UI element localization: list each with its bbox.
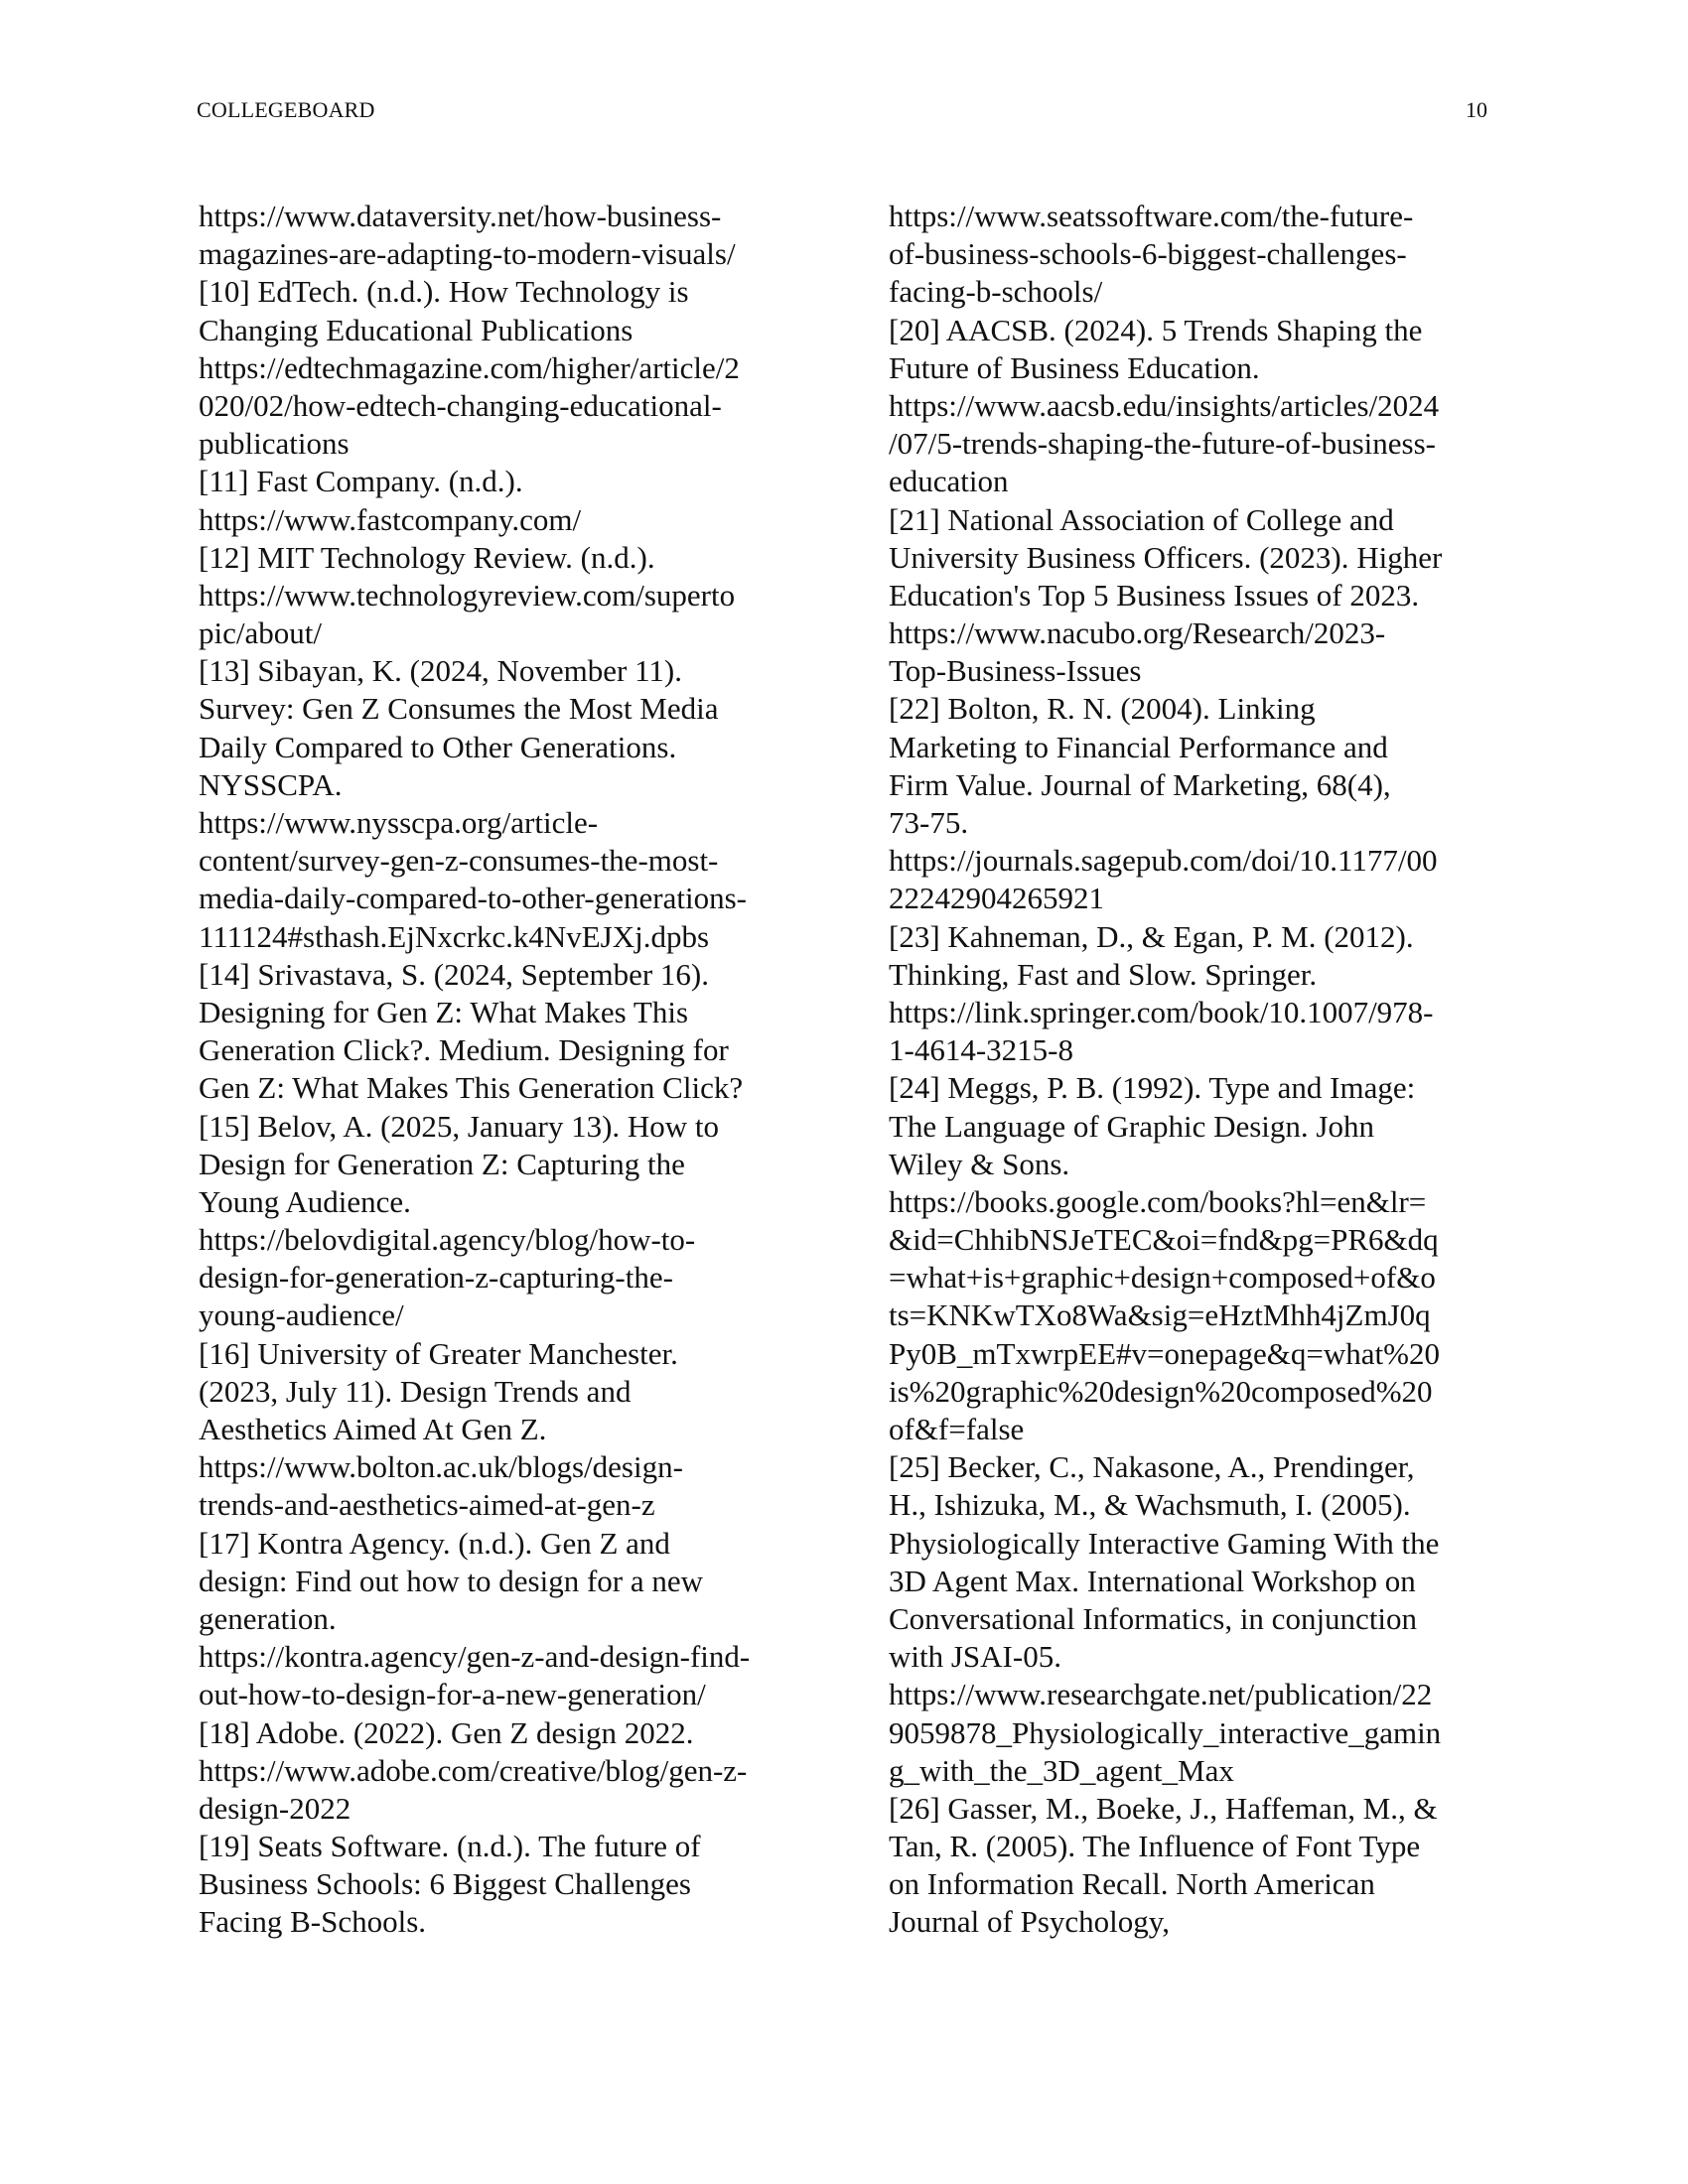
reference-line: Gen Z: What Makes This Generation Click? — [199, 1070, 744, 1106]
reference-line: design: Find out how to design for a new — [199, 1563, 704, 1598]
reference-line: design-2022 — [199, 1790, 352, 1826]
reference-line: https://www.nacubo.org/Research/2023- — [889, 615, 1386, 651]
reference-line: [16] University of Greater Manchester. — [199, 1335, 678, 1371]
reference-line: [20] AACSB. (2024). 5 Trends Shaping the — [889, 312, 1423, 347]
reference-line: Wiley & Sons. — [889, 1146, 1070, 1181]
reference-column-left — [199, 198, 814, 1942]
reference-line: https://belovdigital.agency/blog/how-to- — [199, 1222, 696, 1258]
reference-column-right — [889, 198, 1504, 1942]
reference-line: Physiologically Interactive Gaming With the — [889, 1525, 1440, 1561]
reference-line: https://www.technologyreview.com/superto — [199, 577, 736, 613]
reference-line: trends-and-aesthetics-aimed-at-gen-z — [199, 1487, 655, 1523]
reference-line: Generation Click?. Medium. Designing for — [199, 1032, 729, 1068]
reference-line: Marketing to Financial Performance and — [889, 729, 1388, 764]
reference-line: Aesthetics Aimed At Gen Z. — [199, 1412, 547, 1446]
reference-line: https://journals.sagepub.com/doi/10.1177/00 — [889, 843, 1438, 879]
reference-line: Business Schools: 6 Biggest Challenges — [199, 1866, 691, 1902]
reference-line: https://www.nysscpa.org/article- — [199, 805, 599, 840]
reference-line: https://www.bolton.ac.uk/blogs/design- — [199, 1449, 683, 1485]
reference-line: [17] Kontra Agency. (n.d.). Gen Z and — [199, 1525, 670, 1561]
reference-line: Journal of Psychology, — [889, 1904, 1170, 1940]
reference-line: [25] Becker, C., Nakasone, A., Prendinger, — [889, 1449, 1415, 1485]
reference-line: Survey: Gen Z Consumes the Most Media — [199, 691, 719, 727]
reference-line: out-how-to-design-for-a-new-generation/ — [199, 1677, 706, 1712]
reference-line: of&f=false — [889, 1412, 1025, 1446]
reference-line: [11] Fast Company. (n.d.). — [199, 464, 523, 499]
reference-line: https://link.springer.com/book/10.1007/978- — [889, 994, 1434, 1029]
reference-line: https://www.seatssoftware.com/the-future- — [889, 199, 1414, 233]
reference-line: ts=KNKwTXo8Wa&sig=eHztMhh4jZmJ0q — [889, 1297, 1431, 1333]
page-number: 10 — [1466, 97, 1487, 122]
reference-line: [10] EdTech. (n.d.). How Technology is — [199, 274, 689, 310]
reference-line: [12] MIT Technology Review. (n.d.). — [199, 539, 655, 575]
reference-line: [18] Adobe. (2022). Gen Z design 2022. — [199, 1714, 694, 1750]
reference-line: (2023, July 11). Design Trends and — [199, 1373, 632, 1409]
reference-line: publications — [199, 426, 350, 462]
reference-line: https://www.fastcompany.com/ — [199, 501, 582, 537]
reference-line: [19] Seats Software. (n.d.). The future of — [199, 1829, 701, 1864]
reference-line: with JSAI-05. — [889, 1639, 1061, 1675]
reference-line: 1-4614-3215-8 — [889, 1032, 1073, 1068]
reference-line: [22] Bolton, R. N. (2004). Linking — [889, 691, 1316, 727]
reference-line: [23] Kahneman, D., & Egan, P. M. (2012). — [889, 918, 1414, 954]
reference-line: pic/about/ — [199, 615, 322, 651]
reference-line: https://kontra.agency/gen-z-and-design-find- — [199, 1639, 751, 1675]
reference-line: Design for Generation Z: Capturing the — [199, 1146, 685, 1181]
reference-line: [21] National Association of College and — [889, 501, 1394, 537]
reference-line: Top-Business-Issues — [889, 653, 1142, 689]
reference-line: [13] Sibayan, K. (2024, November 11). — [199, 653, 682, 689]
reference-line: 3D Agent Max. International Workshop on — [889, 1563, 1416, 1598]
reference-line: education — [889, 464, 1009, 499]
reference-line: design-for-generation-z-capturing-the- — [199, 1260, 673, 1296]
reference-line: facing-b-schools/ — [889, 274, 1103, 310]
reference-line: generation. — [199, 1600, 337, 1636]
reference-line: 020/02/how-edtech-changing-educational- — [199, 387, 722, 423]
reference-line: 22242904265921 — [889, 881, 1104, 916]
reference-line: NYSSCPA. — [199, 766, 343, 802]
reference-line: https://www.adobe.com/creative/blog/gen-z- — [199, 1752, 748, 1788]
reference-line: 111124#sthash.EjNxcrkc.k4NvEJXj.dpbs — [199, 918, 710, 954]
reference-line: [26] Gasser, M., Boeke, J., Haffeman, M., & — [889, 1790, 1438, 1826]
reference-line: Facing B-Schools. — [199, 1904, 427, 1940]
reference-line: on Information Recall. North American — [889, 1866, 1375, 1902]
reference-line: Thinking, Fast and Slow. Springer. — [889, 956, 1318, 992]
reference-line: [24] Meggs, P. B. (1992). Type and Image: — [889, 1070, 1416, 1106]
running-head: COLLEGEBOARD — [197, 97, 375, 122]
reference-line: is%20graphic%20design%20composed%20 — [889, 1373, 1433, 1409]
reference-line: Designing for Gen Z: What Makes This — [199, 994, 689, 1029]
reference-line: Py0B_mTxwrpEE#v=onepage&q=what%20 — [889, 1335, 1440, 1371]
reference-line: The Language of Graphic Design. John — [889, 1108, 1374, 1144]
reference-line: /07/5-trends-shaping-the-future-of-business- — [889, 426, 1436, 462]
reference-line: https://books.google.com/books?hl=en&lr= — [889, 1183, 1427, 1219]
reference-line: [15] Belov, A. (2025, January 13). How to — [199, 1108, 720, 1144]
reference-line: Tan, R. (2005). The Influence of Font Type — [889, 1829, 1421, 1864]
reference-line: Education's Top 5 Business Issues of 2023. — [889, 577, 1420, 613]
reference-line: young-audience/ — [199, 1297, 404, 1333]
reference-line: Young Audience. — [199, 1183, 411, 1219]
reference-line: =what+is+graphic+design+composed+of&o — [889, 1260, 1436, 1296]
reference-line: Conversational Informatics, in conjunction — [889, 1600, 1418, 1636]
reference-line: Changing Educational Publications — [199, 312, 633, 347]
reference-line: 73-75. — [889, 805, 969, 840]
reference-line: Future of Business Education. — [889, 349, 1260, 385]
reference-line: [14] Srivastava, S. (2024, September 16). — [199, 956, 709, 992]
reference-line: content/survey-gen-z-consumes-the-most- — [199, 843, 719, 879]
reference-line: &id=ChhibNSJeTEC&oi=fnd&pg=PR6&dq — [889, 1222, 1439, 1258]
reference-line: https://www.researchgate.net/publication/22 — [889, 1677, 1433, 1712]
reference-line: g_with_the_3D_agent_Max — [889, 1752, 1234, 1788]
reference-line: of-business-schools-6-biggest-challenges- — [889, 236, 1407, 272]
reference-line: magazines-are-adapting-to-modern-visuals/ — [199, 236, 736, 272]
reference-line: media-daily-compared-to-other-generations- — [199, 881, 747, 916]
reference-line: University Business Officers. (2023). Higher — [889, 539, 1443, 575]
reference-line: Daily Compared to Other Generations. — [199, 729, 677, 764]
reference-line: https://www.aacsb.edu/insights/articles/2024 — [889, 387, 1440, 423]
reference-line: H., Ishizuka, M., & Wachsmuth, I. (2005). — [889, 1487, 1411, 1523]
reference-line: https://www.dataversity.net/how-business- — [199, 199, 722, 233]
reference-line: Firm Value. Journal of Marketing, 68(4), — [889, 766, 1391, 802]
reference-line: 9059878_Physiologically_interactive_gamin — [889, 1714, 1442, 1750]
reference-line: https://edtechmagazine.com/higher/article/2 — [199, 349, 740, 385]
